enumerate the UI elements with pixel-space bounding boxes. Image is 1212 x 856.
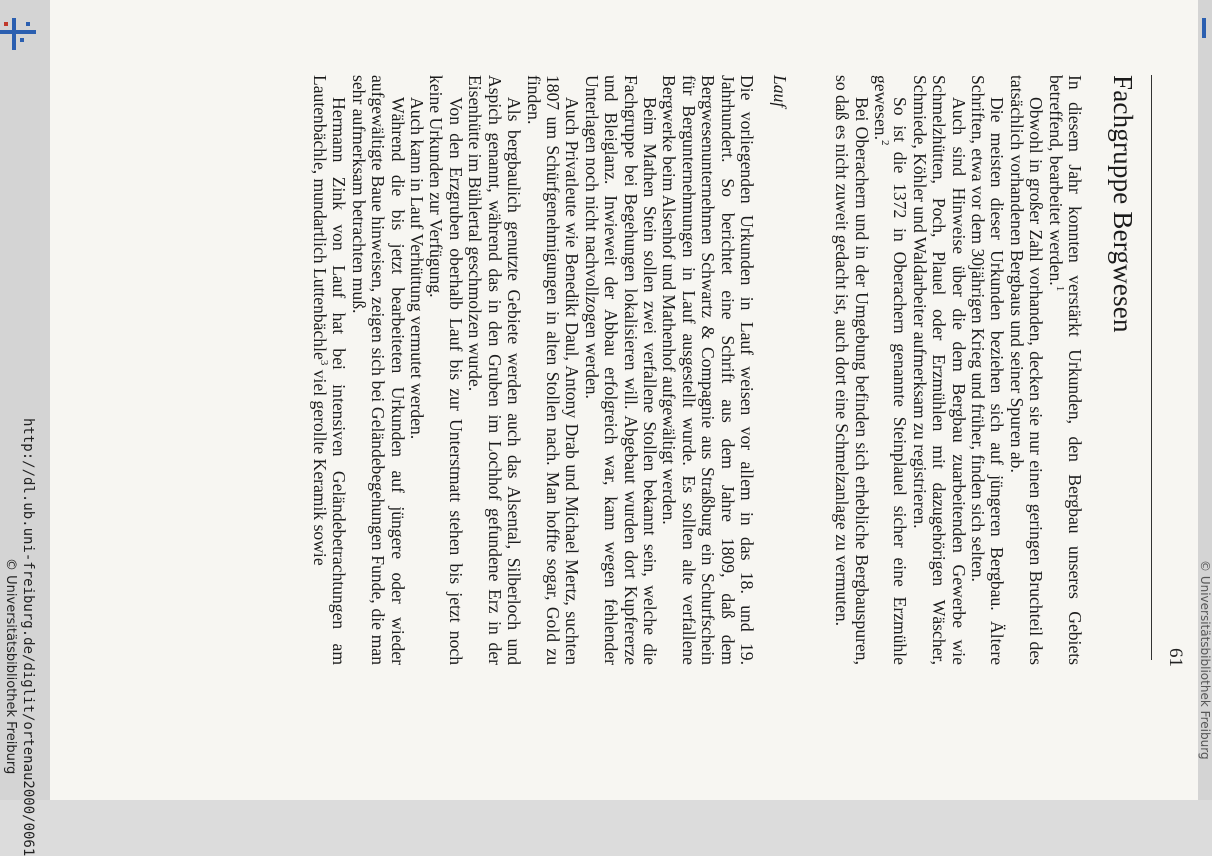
section-heading-lauf: Lauf [770,75,790,108]
paragraph [968,75,1007,665]
right-margin-strip [1198,0,1212,800]
paragraph [465,75,523,665]
paragraph-text: Die meisten dieser Urkunden beziehen sich auf jüngeren Bergbau. Ältere Schriften, etwa vor dem 30jährigen Krieg und früher, finden sich selten. [967,75,1008,665]
paragraph [659,75,756,665]
paragraph [909,75,967,665]
paragraph-text: So ist die 1372 in Oberachern genannte Steinplauel sicher eine Erzmühle gewesen. [870,75,911,665]
footnote-marker: 2 [878,139,891,146]
paragraph-text: Die vorliegenden Urkunden in Lauf weisen vor allem in das 18. und 19. Jahrhundert. So berichtet eine Schrift aus dem Jahre 1809, daß dem Bergwesenunternehmen Schwartz & Compagnie aus Straßburg ein Schurfschein für Bergunternehmungen in Lauf ausgestellt wurde. Es sollten alte verfallene Bergwerke beim Alsenhof und Mathenhof aufgewältigt werden. [659,75,757,665]
paragraph [1045,75,1084,665]
paragraph-text: Obwohl in großer Zahl vorhanden, decken sie nur einen geringen Bruchteil des tatsächlich vorhandenen Bergbaus und seiner Spuren ab. [1006,75,1047,665]
paragraph-text: Als bergbaulich genutzte Gebiete werden auch das Alsental, Silberloch und Aspich genannt, während das in den Gruben im Lochhof gefundene Erz in der Eisenhütte im Bühlertal geschmolzen wurde. [465,75,525,665]
paragraph [1006,75,1045,665]
paragraph [523,75,581,665]
paragraph [407,75,426,665]
paragraph-text: Auch kann in Lauf Verhüttung vermutet werden. [407,97,428,440]
header-rule [1151,75,1152,660]
footer-url[interactable]: http://dl.ub.uni-freiburg.de/diglit/ortenau2000/0061 [20,418,36,856]
paragraph-text-tail: viel gerollte Keramik sowie [310,365,331,566]
page-number: 61 [1165,648,1186,667]
paragraph-text: Bei Oberachern und in der Umgebung befinden sich erhebliche Bergbauspuren, so daß es nicht zuweit gedacht ist, auch dort eine Schmelzanlage zu vermuten. [832,75,872,665]
section-intro [832,75,1084,665]
paragraph [348,75,406,665]
page-title: Fachgruppe Bergwesen [1108,75,1138,333]
paragraph [310,75,349,665]
paragraph-text: Auch Privatleute wie Benedikt Daul, Antony Drab und Michael Mertz, suchten 1807 um Schürfgenehmigungen in alten Stollen nach. Man hoffte sogar, Gold zu finden. [523,75,583,665]
paragraph [426,75,465,665]
section-lauf [310,75,756,665]
paragraph-text: Auch sind Hinweise über die dem Bergbau zuarbeitenden Gewerbe wie Schmelzhütten, Poch, Plauel oder Erzmühlen mit dazugehörigen Wäscher, Schmiede, Köhler und Waldarbeiter aufmerksam zu registrieren. [909,75,969,665]
paragraph [581,75,659,665]
footnote-marker: 3 [317,359,330,366]
footnote-marker: 1 [1053,285,1066,292]
paragraph-text: Von den Erzgruben oberhalb Lauf bis zur Unterstmatt stehen bis jetzt noch keine Urkunden zur Verfügung. [426,75,466,665]
paragraph-text: Hermann Zink von Lauf hat bei intensiven Geländebetrachtungen am Lautenbächle, mundartlich Luttenbächle [310,75,350,665]
document-page [50,0,1198,800]
footer-copyright: © Universitätsbibliothek Freiburg [3,558,18,775]
right-edge-copyright: © Universitätsbibliothek Freiburg [1198,560,1212,760]
paragraph [832,75,871,665]
paragraph-text: Während die bis jetzt bearbeiteten Urkunden auf jüngere oder wieder aufgewältigte Baue hinweisen, zeigen sich bei Geländebegehungen Funde, die man sehr aufmerksam betrachten muß. [348,75,408,665]
paragraph [871,75,910,665]
paragraph-text: In diesem Jahr konnten verstärkt Urkunden, den Bergbau unseres Gebiets betreffend, bearbeitet werden. [1045,75,1085,665]
paragraph-text: Beim Mathen Stein sollen zwei verfallene Stollen bekannt sein, welche die Fachgruppe bei Begehungen lokalisieren will. Abgebaut wurden dort Kupfererze und Bleiglanz. Inwieweit der Abbau erfolgreich war, kann wegen fehlender Unterlagen noch nicht nachvollzogen werden. [581,75,660,665]
left-margin-strip [0,0,50,856]
